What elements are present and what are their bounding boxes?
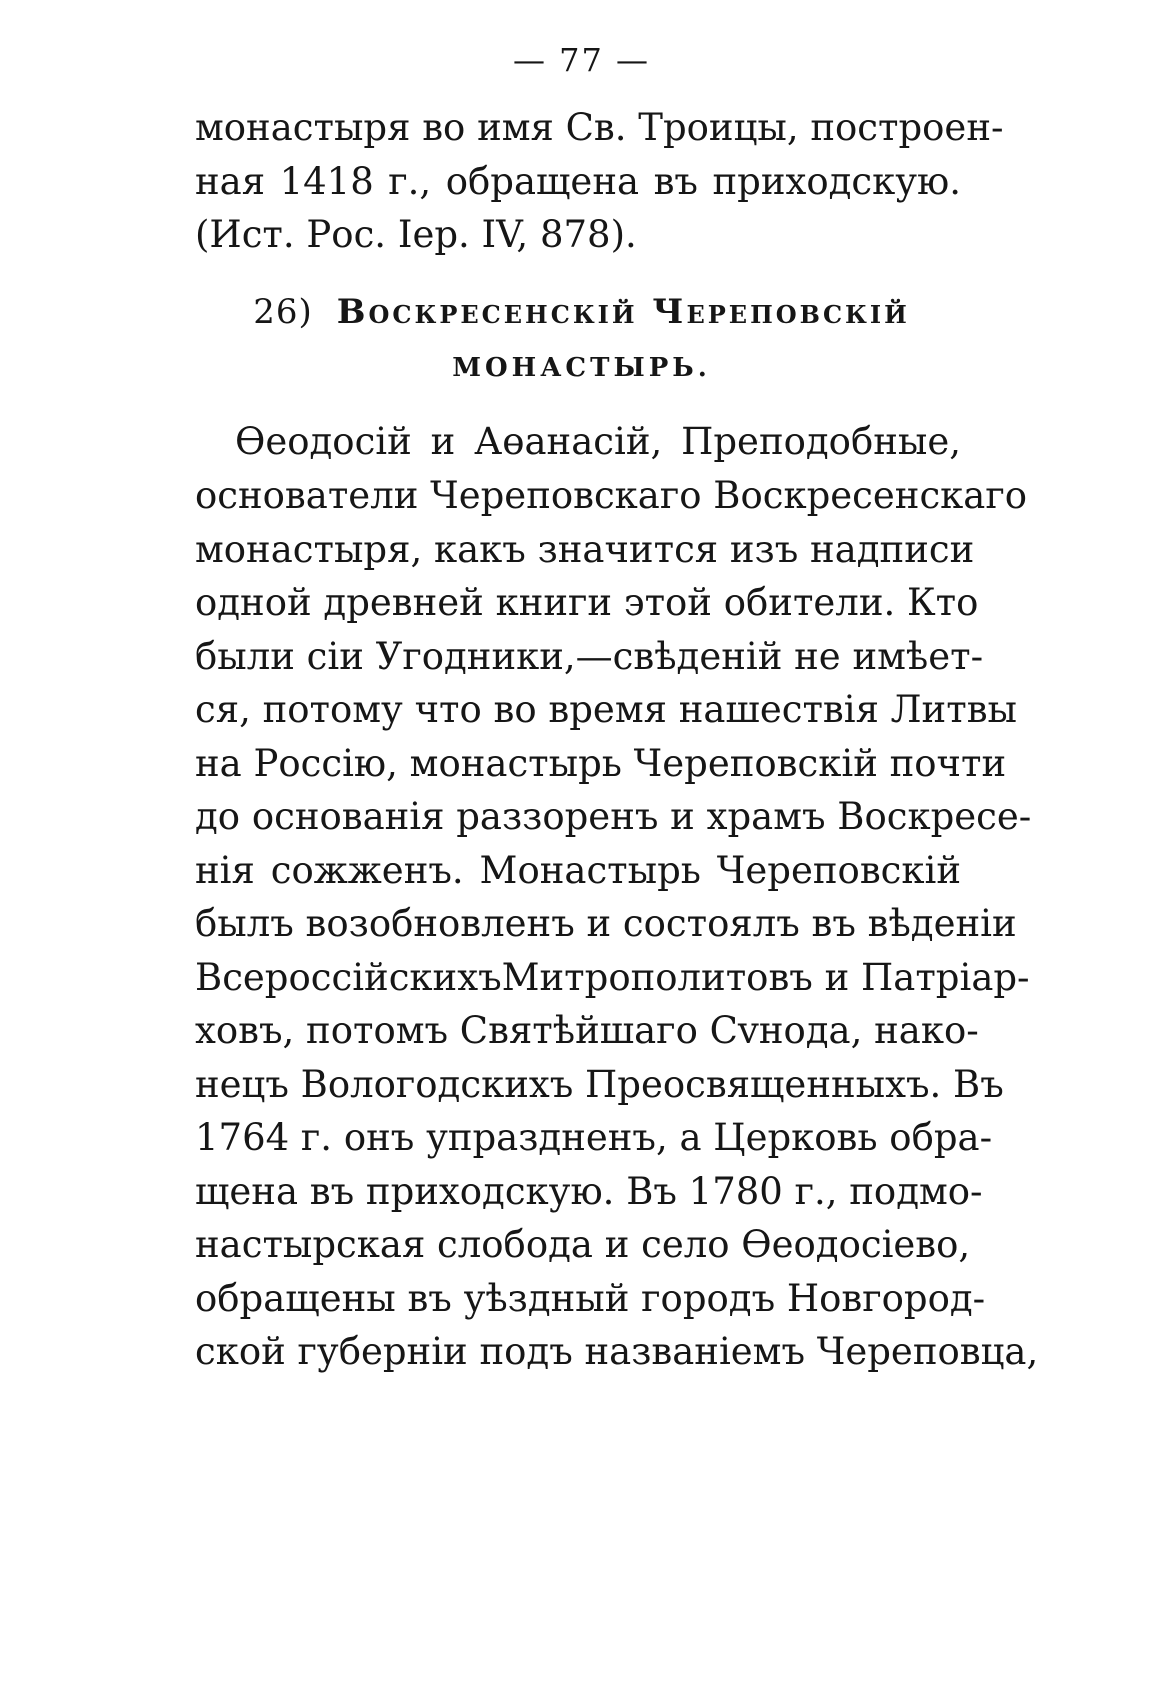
body-line-12: ховъ, потомъ Святѣйшаго Сvнода, нако- [195,1009,979,1052]
intro-line-3: (Ист. Рос. Іер. IV, 878). [195,213,637,256]
body-line-9: нія сожженъ. Монастырь Череповскій [195,849,961,892]
body-line-5: были сіи Угодники,—свѣденій не имѣет- [195,635,984,678]
body-line-3: монастыря, какъ значится изъ надписи [195,528,975,571]
body-line-6: ся, потому что во время нашествія Литвы [195,688,1017,731]
body-line-2: основатели Череповскаго Воскресенскаго [195,474,1028,517]
body-line-16: настырская слобода и село Өеодосіево, [195,1223,971,1266]
body-line-15: щена въ приходскую. Въ 1780 г., подмо- [195,1170,983,1213]
page-number: — 77 — [512,41,651,79]
body-line-14: 1764 г. онъ упраздненъ, а Церковь обра- [195,1116,993,1159]
body-line-1: Өеодосій и Аөанасій, Преподобные, [235,420,961,463]
body-line-18: ской губерніи подъ названіемъ Череповца, [195,1330,1039,1373]
body-line-10: былъ возобновленъ и состоялъ въ вѣденіи [195,902,1017,945]
body-line-13: нецъ Вологодскихъ Преосвященныхъ. Въ [195,1063,1004,1106]
body-line-7: на Россію, монастырь Череповскій почти [195,742,1007,785]
section-subtitle: МОНАСТЫРЬ. [452,353,711,383]
intro-line-1: монастыря во имя Св. Троицы, построен- [195,106,1004,149]
body-line-8: до основанія раззоренъ и храмъ Воскресе- [195,795,1032,838]
section-number: 26) [253,292,313,332]
body-line-11: ВсероссійскихъМитрополитовъ и Патріар- [195,956,1030,999]
section-heading [0,290,1163,334]
intro-line-2: ная 1418 г., обращена въ приходскую. [195,160,961,203]
body-line-4: одной древней книги этой обители. Кто [195,581,979,624]
body-line-17: обращены въ уѣздный городъ Новгород- [195,1277,986,1320]
section-title: Воскресенскій Череповскій [336,292,910,332]
